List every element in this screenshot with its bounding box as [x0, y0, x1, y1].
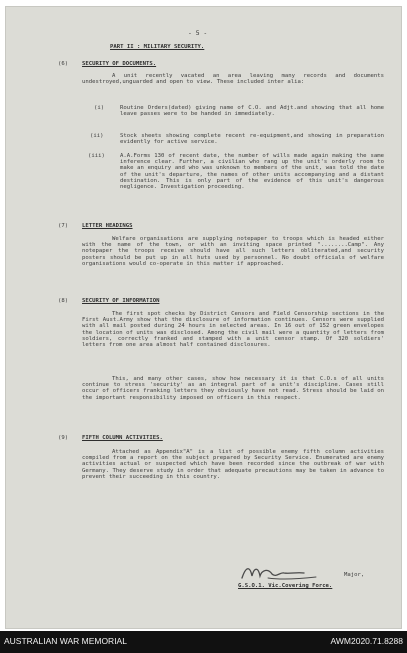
section-7-number: (7) [58, 223, 69, 229]
section-8-number: (8) [58, 298, 69, 304]
signature-rank: Major, [344, 572, 365, 578]
section-8-heading: SECURITY OF INFORMATION [82, 298, 160, 304]
item-ii-number: (ii) [90, 133, 104, 139]
archive-footer [0, 631, 407, 653]
section-7-heading: LETTER HEADINGS [82, 223, 133, 229]
item-iii-number: (iii) [88, 153, 105, 159]
section-9-number: (9) [58, 435, 69, 441]
section-7-body: Welfare organisations are supplying notepaper to troops which is headed either with the name of the town, or with an inviting space printed "........Camp". Any notepaper the troops receive should have all such letters obliterated,and security posters should be put up in all huts used by personnel. No doubt officials of welfare organisations would co-operate in this matter if approached. [82, 236, 384, 267]
signature-appointment: G.S.O.1. Vic.Covering Force. [238, 583, 333, 589]
part-title: PART II : MILITARY SECURITY. [110, 44, 205, 50]
item-ii-text: Stock sheets showing complete recent re-equipment,and showing in preparation evidently for active service. [120, 133, 384, 146]
section-9-heading: FIFTH COLUMN ACTIVITIES. [82, 435, 163, 441]
footer-accession-number: AWM2020.71.8288 [330, 636, 403, 646]
section-6-number: (6) [58, 61, 69, 67]
section-6-heading: SECURITY OF DOCUMENTS. [82, 61, 157, 67]
item-i-number: (i) [94, 105, 105, 111]
section-8-body: The first spot checks by District Censors and Field Censorship sections in the First Aust.Army show that the disclosure of information continues. Censors were supplied with all mail posted during 24 hours in selected areas. In 16 out of 152 green envelopes the location of units was disclosed. Among the civil mail were a quantity of letters from soldiers, correctly franked and stamped with a unit censor stamp. Of 320 soldiers' letters from one area almost half contained disclosures. [82, 311, 384, 349]
footer-institution: AUSTRALIAN WAR MEMORIAL [4, 636, 127, 646]
item-iii-text: A.A.Forms 130 of recent date, the number of wills made again making the same inference clear. Further, a civilian who rang up the unit's orderly room to make an enquiry and who was unknown to members of the unit, was told the date of the unit's departure, the names of other units accompanying and a distant destination. This is only part of the evidence of this unit's dangerous negligence. Investigation proceeding. [120, 153, 384, 191]
section-9-body: Attached as Appendix"A" is a list of possible enemy fifth column activities compiled from a report on the subject prepared by Security Service. Enumerated are enemy activities actual or suspected which have been recorded since the outbreak of war with Germany. They deserve study in order that adequate precautions may be taken in advance to prevent their succeeding in this country. [82, 449, 384, 480]
section-6-intro: A unit recently vacated an area leaving many records and documents undestroyed,unguarded and open to view. These included inter alia: [82, 73, 384, 86]
page-marker: - 5 - [188, 29, 208, 37]
item-i-text: Routine Orders(dated) giving name of C.O. and Adjt.and showing that all home leave passes were to be handed in immediately. [120, 105, 384, 118]
section-8-body-2: This, and many other cases, show how necessary it is that C.O.s of all units continue to stress 'security' as an integral part of a unit's discipline. Cases still occur of officers franking letters they obviously have not read. Stress should be laid on the important responsibility imposed on officers in this respect. [82, 376, 384, 401]
